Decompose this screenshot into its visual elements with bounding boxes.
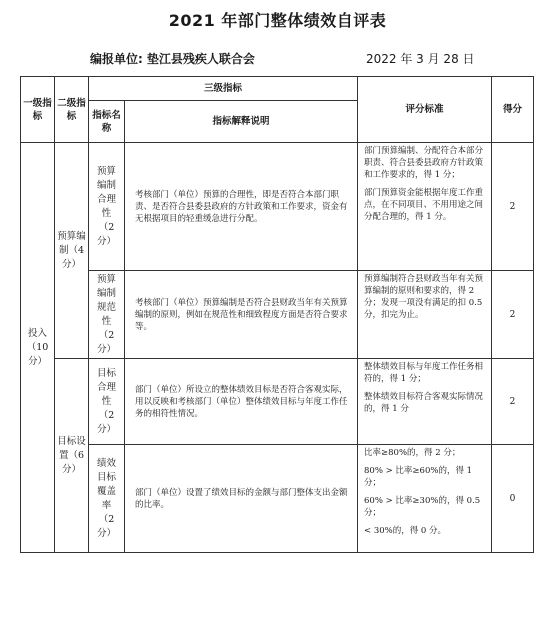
- indicator-explanation: 考核部门（单位）预算编制是否符合县财政当年有关预算编制的原则，例如在规范性和细致程度方面是否符合要求等。: [125, 271, 358, 359]
- header-explanation: 指标解释说明: [125, 101, 358, 143]
- evaluation-table: [20, 76, 534, 553]
- criteria-item: 80% > 比率≥60%的，得 1 分；: [364, 466, 473, 488]
- indicator-explanation: 考核部门（单位）预算的合理性，即是否符合本部门职责、是否符合县委县政府的方针政策和工作要求，资金有无根据项目的轻重缓急进行分配。: [125, 143, 358, 271]
- indicator-criteria: [358, 359, 492, 445]
- criteria-item: 60% > 比率≥30%的，得 0.5 分；: [364, 496, 481, 518]
- header-level2: 二级指标: [55, 77, 89, 143]
- reporting-unit: [90, 50, 255, 67]
- criteria-item: 整体绩效目标与年度工作任务相符的，得 1 分；: [364, 362, 484, 384]
- criteria-item: 整体绩效目标符合客观实际情况的，得 1 分: [364, 392, 484, 414]
- indicator-score: 0: [492, 445, 534, 553]
- level2-budget: 预算编制（4分）: [55, 143, 89, 359]
- indicator-criteria: [358, 143, 492, 271]
- header-level3-name: 指标名称: [89, 101, 125, 143]
- indicator-explanation: 部门（单位）所设立的整体绩效目标是否符合客观实际，用以反映和考核部门（单位）整体绩效目标与年度工作任务的相符性情况。: [125, 359, 358, 445]
- indicator-criteria: [358, 445, 492, 553]
- header-score: 得分: [492, 77, 534, 143]
- criteria-item: 比率≥80%的，得 2 分；: [364, 448, 461, 458]
- reporting-unit-name: 垫江县残疾人联合会: [146, 52, 255, 66]
- criteria-item: < 30%的，得 0 分。: [364, 526, 447, 536]
- header-level1: 一级指标: [21, 77, 55, 143]
- level2-targets: 目标设置（6分）: [55, 359, 89, 553]
- header-level3-group: 三级指标: [89, 77, 358, 101]
- indicator-score: 2: [492, 359, 534, 445]
- header-criteria: 评分标准: [358, 77, 492, 143]
- page-title: 2021 年部门整体绩效自评表: [168, 11, 387, 30]
- indicator-score: 2: [492, 271, 534, 359]
- reporting-unit-label: 编报单位:: [90, 52, 143, 66]
- indicator-name: 预算编制合理性（2分）: [89, 143, 125, 271]
- indicator-explanation: 部门（单位）设置了绩效目标的金额与部门整体支出金额的比率。: [125, 445, 358, 553]
- indicator-name: 预算编制规范性（2分）: [89, 271, 125, 359]
- level1-input: 投入（10分）: [21, 143, 55, 553]
- indicator-name: 绩效目标覆盖率（2分）: [89, 445, 125, 553]
- indicator-score: 2: [492, 143, 534, 271]
- criteria-item: 部门预算资金能根据年度工作重点，在不同项目、不用用途之间分配合理的，得 1 分。: [364, 188, 484, 222]
- criteria-item: 部门预算编制、分配符合本部分职责、符合县委县政府方针政策和工作要求的，得 1 分；: [364, 146, 484, 180]
- report-date: 2022 年 3 月 28 日: [366, 52, 475, 66]
- criteria-item: 预算编制符合县财政当年有关预算编制的原则和要求的，得 2 分；发现一项没有满足的扣 0.5 分，扣完为止。: [364, 274, 484, 320]
- indicator-name: 目标合理性（2分）: [89, 359, 125, 445]
- indicator-criteria: [358, 271, 492, 359]
